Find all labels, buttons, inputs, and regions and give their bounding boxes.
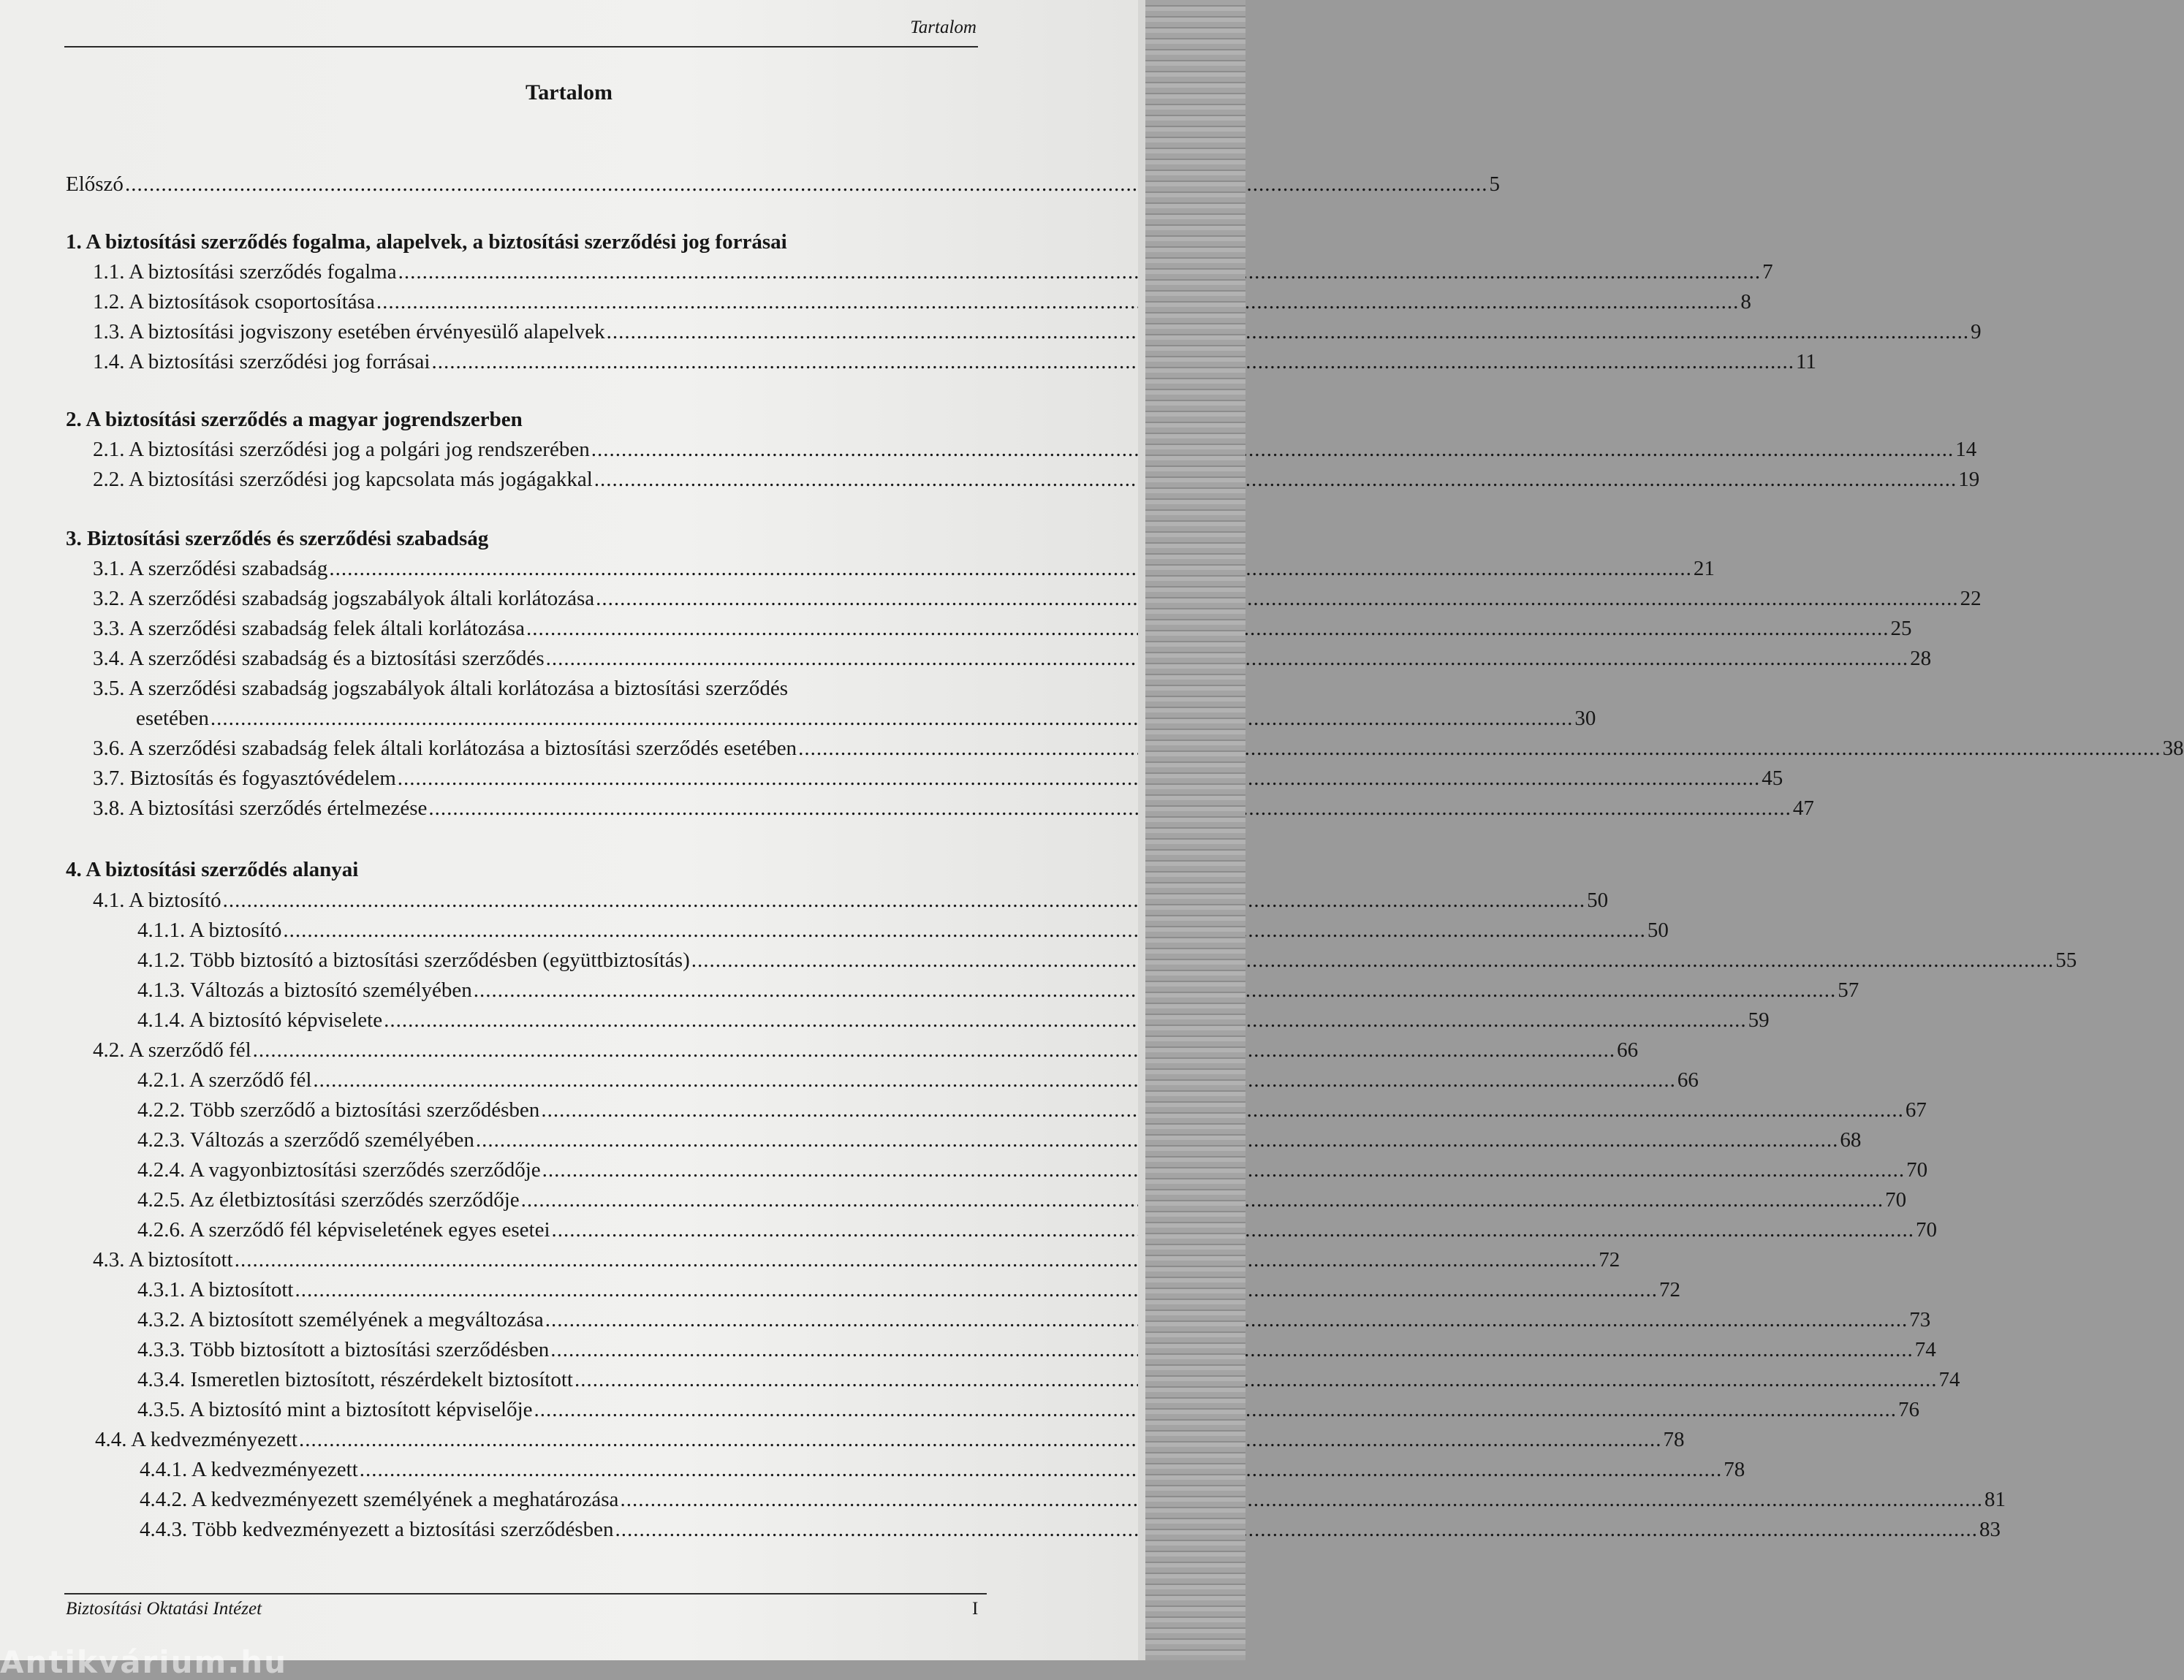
toc-entry-preface — [66, 170, 1500, 199]
toc-entry-page: 38 — [2162, 737, 2184, 760]
toc-entry-label: 3.7. Biztosítás és fogyasztóvédelem — [93, 767, 396, 790]
toc-entry — [93, 1035, 1639, 1065]
toc-entry-page: 55 — [2055, 949, 2077, 972]
toc-entry-label: 1.4. A biztosítási szerződési jog forrásai — [93, 350, 431, 373]
toc-entry-page: 74 — [1938, 1368, 1960, 1391]
toc-entry-page: 9 — [1971, 320, 1982, 343]
toc-entry-label: 4.2.2. Több szerződő a biztosítási szerződésben — [137, 1098, 540, 1122]
toc-entry-page: 70 — [1885, 1188, 1907, 1212]
toc-leader-dots — [376, 287, 1740, 316]
toc-entry-label: 3.2. A szerződési szabadság jogszabályok általi korlátozása — [93, 587, 595, 610]
toc-leader-dots — [125, 170, 1488, 199]
toc-entry — [93, 614, 1912, 643]
toc-entry — [137, 1006, 1770, 1035]
toc-entry-label: 3.8. A biztosítási szerződés értelmezése — [93, 797, 428, 820]
toc-entry-label: 4.3.1. A biztosított — [137, 1278, 294, 1301]
toc-entry-page: 70 — [1906, 1158, 1928, 1182]
toc-leader-dots — [235, 1245, 1598, 1274]
toc-entry — [93, 764, 1783, 793]
toc-leader-dots — [431, 347, 1794, 376]
toc-entry — [95, 1425, 1685, 1454]
toc-entry — [137, 916, 1669, 945]
toc-entry — [137, 1395, 1919, 1424]
toc-entry — [93, 287, 1751, 316]
toc-leader-dots — [798, 734, 2161, 763]
toc-entry-page: 76 — [1898, 1398, 1919, 1421]
toc-entry-page: 11 — [1795, 350, 1816, 373]
toc-leader-dots — [607, 317, 1970, 346]
toc-entry — [93, 465, 1980, 494]
toc-leader-dots — [313, 1065, 1676, 1095]
toc-entry-page: 66 — [1617, 1038, 1639, 1062]
toc-entry-page: 72 — [1659, 1278, 1680, 1301]
section-heading-4: 4. A biztosítási szerződés alanyai — [66, 858, 359, 881]
toc-leader-dots — [428, 794, 1791, 823]
toc-entry-label: 2.1. A biztosítási szerződési jog a polgári jog rendszerében — [93, 438, 590, 461]
toc-entry-label: 4.4.3. Több kedvezményezett a biztosítási szerződésben — [140, 1518, 614, 1541]
toc-entry-page: 70 — [1916, 1218, 1937, 1242]
toc-leader-dots — [591, 435, 1954, 464]
toc-entry-label: 4.2.6. A szerződő fél képviseletének egyes esetei — [137, 1218, 550, 1242]
footer-rule — [64, 1593, 987, 1595]
toc-entry-page: 83 — [1979, 1518, 2001, 1541]
toc-entry-label: 4.3. A biztosított — [93, 1248, 233, 1272]
toc-entry-label: Előszó — [66, 172, 124, 196]
toc-entry — [137, 1155, 1928, 1185]
toc-entry — [137, 1125, 1862, 1155]
toc-leader-dots — [384, 1006, 1747, 1035]
toc-entry — [137, 1275, 1680, 1304]
toc-entry-page: 74 — [1914, 1338, 1936, 1361]
toc-entry-label: esetében — [136, 707, 209, 730]
toc-entry-page: 66 — [1677, 1068, 1699, 1092]
toc-entry-page: 14 — [1955, 438, 1977, 461]
page-title: Tartalom — [526, 80, 613, 104]
toc-entry-label: 3.6. A szerződési szabadság felek általi korlátozása a biztosítási szerződés esetében — [93, 737, 797, 760]
toc-entry — [140, 1455, 1745, 1484]
toc-entry-label: 1.1. A biztosítási szerződés fogalma — [93, 260, 397, 284]
toc-entry-label: 4.3.4. Ismeretlen biztosított, részérdekelt biztosított — [137, 1368, 573, 1391]
toc-entry — [93, 435, 1977, 464]
toc-entry-label: 3.4. A szerződési szabadság és a biztosítási szerződés — [93, 647, 545, 670]
toc-leader-dots — [295, 1275, 1658, 1304]
toc-leader-dots — [329, 554, 1692, 583]
toc-entry-page: 28 — [1910, 647, 1932, 670]
toc-entry-page: 78 — [1724, 1458, 1745, 1481]
section-heading-2: 2. A biztosítási szerződés a magyar jogrendszerben — [66, 408, 523, 431]
toc-entry — [93, 1245, 1620, 1274]
toc-entry — [137, 1185, 1907, 1215]
toc-entry — [140, 1485, 2006, 1514]
toc-entry-label: 4.1.1. A biztosító — [137, 919, 282, 942]
toc-entry — [93, 584, 1982, 613]
header-rule — [64, 46, 978, 47]
toc-entry-label: 3.1. A szerződési szabadság — [93, 557, 328, 580]
toc-entry-page: 5 — [1489, 172, 1500, 196]
toc-entry-label: 4.2.1. A szerződő fél — [137, 1068, 312, 1092]
toc-leader-dots — [223, 886, 1586, 915]
toc-leader-dots — [299, 1425, 1662, 1454]
toc-entry-label: 4.4.1. A kedvezményezett — [140, 1458, 358, 1481]
book-spine-shadow — [1138, 0, 1245, 1660]
footer-publisher: Biztosítási Oktatási Intézet — [66, 1599, 262, 1619]
toc-entry-label: 4.2.3. Változás a szerződő személyében — [137, 1128, 474, 1152]
toc-entry-label: 2.2. A biztosítási szerződési jog kapcsolata más jogágakkal — [93, 468, 593, 491]
toc-entry — [93, 734, 2184, 763]
toc-entry-label: 4.1. A biztosító — [93, 889, 221, 912]
toc-entry-page: 67 — [1905, 1098, 1927, 1122]
toc-entry-label: 4.1.3. Változás a biztosító személyében — [137, 978, 472, 1002]
toc-entry-label: 1.3. A biztosítási jogviszony esetében érvényesülő alapelvek — [93, 320, 605, 343]
toc-entry-label: 4.2.4. A vagyonbiztosítási szerződés szerződője — [137, 1158, 541, 1182]
toc-entry-page: 7 — [1762, 260, 1773, 284]
toc-entry — [93, 794, 1814, 823]
toc-entry — [136, 704, 1596, 733]
toc-entry — [137, 1335, 1936, 1364]
toc-leader-dots — [615, 1515, 1979, 1544]
toc-entry-label: 4.3.3. Több biztosított a biztosítási szerződésben — [137, 1338, 550, 1361]
toc-leader-dots — [211, 704, 1574, 733]
toc-entry-page: 19 — [1958, 468, 1980, 491]
toc-entry-label: 4.3.5. A biztosító mint a biztosított képviselője — [137, 1398, 533, 1421]
toc-entry — [137, 1215, 1937, 1244]
toc-leader-dots — [398, 257, 1762, 286]
toc-entry — [137, 1065, 1699, 1095]
toc-leader-dots — [596, 584, 1959, 613]
toc-entry-page: 30 — [1574, 707, 1596, 730]
toc-entry-label: 4.1.4. A biztosító képviselete — [137, 1008, 383, 1032]
toc-entry-label: 4.2.5. Az életbiztosítási szerződés szerződője — [137, 1188, 520, 1212]
toc-entry — [93, 886, 1609, 915]
toc-entry-page: 57 — [1838, 978, 1859, 1002]
toc-entry-label: 4.2. A szerződő fél — [93, 1038, 251, 1062]
toc-leader-dots — [360, 1455, 1723, 1484]
footer-page-number: I — [972, 1599, 979, 1619]
toc-entry-label: 1.2. A biztosítások csoportosítása — [93, 290, 375, 313]
toc-entry — [93, 554, 1715, 583]
toc-entry-label: 3.3. A szerződési szabadság felek általi korlátozása — [93, 617, 526, 640]
toc-leader-dots — [398, 764, 1761, 793]
toc-entry — [137, 1365, 1960, 1394]
toc-entry — [137, 1095, 1927, 1125]
toc-entry-page: 78 — [1663, 1428, 1685, 1451]
toc-leader-dots — [253, 1035, 1616, 1065]
toc-entry-page: 45 — [1762, 767, 1783, 790]
toc-leader-dots — [620, 1485, 1983, 1514]
toc-entry-page: 59 — [1748, 1008, 1770, 1032]
toc-entry-page: 50 — [1587, 889, 1609, 912]
toc-entry — [93, 644, 1932, 673]
toc-entry — [140, 1515, 2001, 1544]
toc-entry-page: 25 — [1890, 617, 1912, 640]
toc-entry-label: 4.3.2. A biztosított személyének a megváltozása — [137, 1308, 544, 1331]
toc-entry-page: 72 — [1599, 1248, 1620, 1272]
toc-entry — [93, 257, 1773, 286]
section-heading-1: 1. A biztosítási szerződés fogalma, alapelvek, a biztosítási szerződési jog forrásai — [66, 230, 787, 254]
toc-entry-page: 50 — [1647, 919, 1669, 942]
toc-leader-dots — [594, 465, 1957, 494]
toc-entry-page: 21 — [1693, 557, 1715, 580]
toc-entry-label: 4.4.2. A kedvezményezett személyének a meghatározása — [140, 1488, 619, 1511]
section-heading-3: 3. Biztosítási szerződés és szerződési szabadság — [66, 527, 489, 550]
toc-entry — [137, 1305, 1931, 1334]
watermark: Antikvárium.hu — [0, 1644, 288, 1680]
toc-entry-page: 47 — [1792, 797, 1814, 820]
toc-entry-page: 81 — [1984, 1488, 2006, 1511]
toc-entry-label: 4.4. A kedvezményezett — [95, 1428, 298, 1451]
toc-entry — [137, 946, 2077, 975]
toc-leader-dots — [283, 916, 1646, 945]
toc-entry-page: 22 — [1960, 587, 1982, 610]
toc-entry-page: 8 — [1740, 290, 1751, 313]
toc-entry — [137, 976, 1859, 1005]
running-head: Tartalom — [910, 18, 977, 37]
toc-entry-page: 73 — [1909, 1308, 1931, 1331]
toc-entry — [93, 317, 1982, 346]
toc-entry-label: 3.5. A szerződési szabadság jogszabályok általi korlátozása a biztosítási szerződés — [93, 677, 789, 700]
toc-leader-dots — [575, 1365, 1938, 1394]
toc-entry-page: 68 — [1840, 1128, 1862, 1152]
toc-entry-label: 4.1.2. Több biztosító a biztosítási szerződésben (együttbiztosítás) — [137, 949, 690, 972]
toc-entry — [93, 347, 1816, 376]
toc-leader-dots — [691, 946, 2055, 975]
